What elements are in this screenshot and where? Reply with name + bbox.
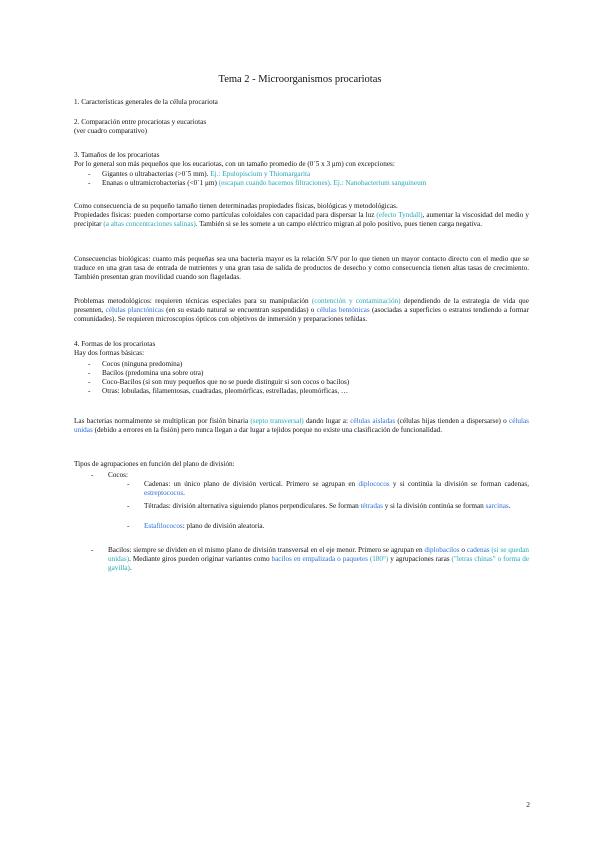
list-item: - Bacilos (predomina una sobre otra) (74, 369, 529, 378)
list-item: - Enanas o ultramicrobacterias (<0´1 μm) (escapan cuando hacemos filtraciones). Ej.: Nanobacterium sanguineum (74, 179, 529, 188)
size-exceptions-list (74, 170, 529, 188)
paragraph-multiplication: Las bacterias normalmente se multiplican por fisión binaria (septo transversal) dando lugar a: células aisladas (células hijas tienden a dispersarse) o células unidas (debido a errores en la fisión) pero nunca llegan a dar lugar a tejidos porque no existe una clasificación de funcionalidad. (74, 417, 529, 434)
paragraph-biological: Consecuencias biológicas: cuanto más pequeñas sea una bacteria mayor es la relación S/V por lo que tienen un mayor contacto directo con el medio que se traduce en una gran tasa de entrada de nutrientes y una gran tasa de salida de productos de desecho y como consecuencia tienen altas tasas de crecimiento. También presentan gran movilidad cuando son flageladas. (74, 255, 529, 281)
section-4-intro: Hay dos formas básicas: (74, 349, 145, 357)
paragraph-methodological: Problemas metodológicos: requieren técnicas especiales para su manipulación (contención y contaminación) dependiendo de la estrategia de vida que presenten, células planctónicas (en su estado natural se encuentran suspendidas) o células bentónicas (asociadas a superficies o estratos tendiendo a formar comunidades). Se requieren microscopios ópticos con objetivos de inmersión y preparaciones teñidas. (74, 297, 529, 323)
section-3-intro: Por lo general son más pequeños que los eucariotas, con un tamaño promedio de (0´5 x 3 μm) con excepciones: (74, 160, 395, 168)
section-3-heading: 3. Tamaños de los procariotas (74, 151, 160, 159)
shapes-list (74, 360, 529, 396)
section-4-heading: 4. Formas de los procariotas (74, 340, 156, 348)
paragraph-grouping-types: Tipos de agrupaciones en función del plano de división: (74, 460, 235, 468)
cocos-tetrads-item: Tétradas: división alternativa siguiendo planos perpendiculares. Se forman tétradas y si la división continúa se forman sarcinas. (144, 502, 511, 510)
bullet-dash: - (127, 502, 130, 510)
list-item: - Coco-Bacilos (si son muy pequeños que no se puede distinguir si son cocos o bacilos) (74, 378, 529, 387)
bullet-dash: - (127, 522, 130, 530)
cocos-staphylococci-item: Estafilococos: plano de división aleatoria. (144, 522, 265, 530)
bullet-dash: - (91, 471, 94, 479)
page-number: 2 (526, 800, 530, 809)
list-item: - Gigantes o ultrabacterias (>0´5 mm). Ej.: Epulopiscium y Thiomargarita (74, 170, 529, 179)
bullet-dash: - (91, 546, 94, 554)
paragraph-physical: Propiedades físicas: pueden comportarse como partículas coloidales con capacidad para dispersar la luz (efecto Tyndall), aumentar la viscosidad del medio y precipitar (a altas concentraciones salinas). También si se les somete a un campo eléctrico migran al polo positivo, pues tienen carga negativa. (74, 211, 529, 228)
bullet-dash: - (127, 480, 130, 488)
cocos-label: Cocos: (108, 471, 128, 479)
list-item: - Otras: lobuladas, filamentosas, cuadradas, pleomórficas, estrelladas, pleomórficas, … (74, 387, 529, 396)
section-2-note: (ver cuadro comparativo) (74, 127, 148, 135)
list-item: - Cocos (ninguna predomina) (74, 360, 529, 369)
bacilos-item: Bacilos: siempre se dividen en el mismo plano de división transversal en el eje menor. Primero se agrupan en diplobacilos o cadenas (si se quedan unidas). Mediante giros pueden originar variantes como bacilos en empalizada o paquetes (180°) y agrupaciones raras ("letras chinas" o forma de gavilla). (108, 546, 530, 572)
section-1-heading: 1. Características generales de la célula procariota (74, 98, 218, 106)
page-title: Tema 2 - Microorganismos procariotas (218, 74, 382, 85)
cocos-chains-item: Cadenas: un único plano de división vertical. Primero se agrupan en diplococos y si continúa la división se forman cadenas, estreptococos. (144, 480, 529, 497)
paragraph-consequences: Como consecuencia de su pequeño tamaño tienen determinadas propiedades físicas, biológicas y metodológicas. (74, 202, 398, 210)
section-2-heading: 2. Comparación entre procariotas y eucariotas (74, 118, 207, 126)
